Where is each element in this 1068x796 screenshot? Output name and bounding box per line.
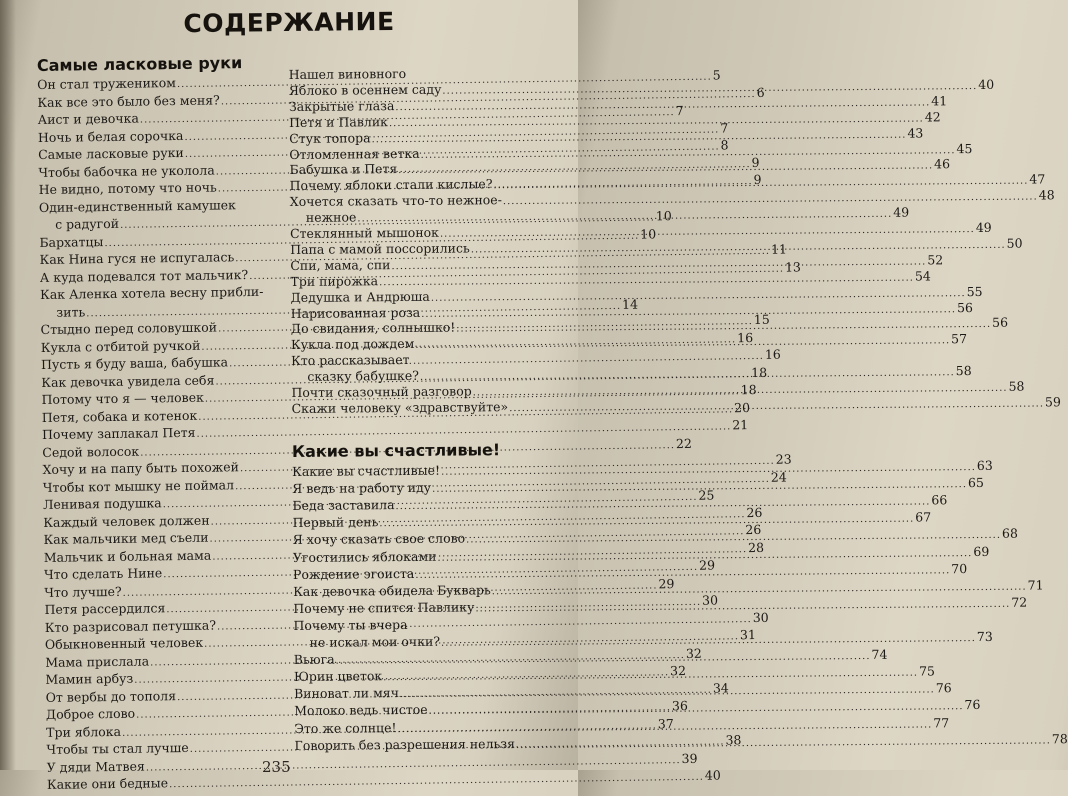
- entry-page-number: 26: [746, 503, 762, 521]
- entry-title: Мамин арбуз: [45, 670, 133, 689]
- entry-title: Нашел виновного: [289, 65, 407, 84]
- entry-page-number: 42: [925, 108, 941, 126]
- entry-page-number: 36: [672, 697, 688, 715]
- entry-title: Какие вы счастливые!: [292, 462, 440, 481]
- entry-page-number: 67: [915, 509, 931, 527]
- entry-title: Почему не спится Павлику: [293, 598, 474, 618]
- toc-right-column: [288, 0, 527, 770]
- entry-page-number: 59: [1045, 393, 1061, 411]
- entry-title: с радугой: [39, 215, 119, 234]
- entry-title: Хочу и на папу быть похожей: [42, 458, 239, 479]
- entry-page-number: 50: [1007, 234, 1023, 252]
- dot-leader: [237, 208, 282, 209]
- entry-page-number: 37: [658, 715, 674, 733]
- entry-title: Почти сказочный разговор: [291, 382, 471, 402]
- entry-title: Петя, собака и котенок: [42, 406, 198, 426]
- entry-page-number: 18: [751, 363, 767, 381]
- entry-title: сказку бабушке?: [291, 367, 419, 386]
- entry-title: Скажи человеку «здравствуйте»: [291, 398, 508, 418]
- entry-page-number: 49: [893, 204, 909, 222]
- entry-page-number: 76: [936, 680, 952, 698]
- entry-title: Бабушка и Петя: [289, 160, 397, 179]
- entry-title: А куда подевался тот мальчик?: [40, 266, 249, 287]
- entry-page-number: 25: [698, 487, 714, 505]
- entry-page-number: 18: [741, 381, 757, 399]
- entry-title: Какие они бедные: [47, 774, 168, 794]
- entry-page-number: 14: [622, 295, 638, 313]
- dot-leader: [409, 628, 525, 629]
- entry-title: Мама прислала: [45, 652, 149, 671]
- entry-page-number: 56: [992, 314, 1008, 332]
- dot-leader: [475, 596, 1010, 619]
- entry-page-number: 49: [976, 219, 992, 237]
- entry-title: Первый день: [292, 514, 378, 533]
- entry-page-number: 57: [951, 330, 967, 348]
- entry-title: Папа с мамой поссорились: [290, 239, 470, 259]
- entry-page-number: 40: [705, 767, 721, 785]
- entry-title: Как все это было без меня?: [37, 91, 220, 112]
- entry-page-number: 10: [656, 207, 672, 225]
- entry-page-number: 13: [785, 258, 801, 276]
- dot-leader: [516, 732, 1051, 755]
- entry-page-number: 66: [931, 491, 947, 509]
- entry-page-number: 63: [977, 457, 993, 475]
- entry-title: Спи, мама, спи: [290, 256, 390, 275]
- entry-page-number: 34: [713, 679, 729, 697]
- entry-page-number: 56: [957, 299, 973, 317]
- entry-title: зить: [40, 303, 85, 322]
- entry-page-number: 55: [967, 283, 983, 301]
- entry-page-number: 8: [721, 136, 729, 154]
- entry-title: У дяди Матвея: [47, 757, 145, 776]
- entry-page-number: 11: [771, 241, 787, 259]
- entry-title: Как Нина гуся не испугалась: [40, 248, 235, 269]
- page-number: 235: [262, 758, 291, 776]
- entry-title: Я ведь на работу иду: [292, 479, 431, 498]
- entry-page-number: 5: [713, 66, 721, 84]
- right-toc-entry: [291, 398, 523, 418]
- entry-title: Что лучше?: [44, 582, 122, 601]
- entry-title: Ночь и белая сорочка: [38, 126, 184, 146]
- entry-title: Один-единственный камушек: [39, 196, 236, 217]
- entry-page-number: 15: [754, 311, 770, 329]
- entry-title: Отломленная ветка: [289, 144, 419, 163]
- entry-title: До свидания, солнышко!: [291, 319, 456, 338]
- entry-title: Кто рассказывает: [291, 351, 410, 370]
- entry-title: Стеклянный мышонок: [290, 224, 439, 243]
- entry-title: Почему яблоки стали кислые?: [290, 176, 493, 196]
- entry-page-number: 21: [732, 416, 748, 434]
- entry-title: Это же солнце!: [294, 719, 396, 738]
- entry-page-number: 48: [1039, 187, 1055, 205]
- entry-title: Хочется сказать что-то нежное-: [290, 191, 502, 211]
- entry-page-number: 69: [973, 542, 989, 560]
- entry-page-number: 16: [765, 346, 781, 364]
- entry-title: Молоко ведь чистое: [294, 701, 428, 720]
- entry-title: От вербы до тополя: [46, 687, 177, 707]
- entry-page-number: 30: [702, 592, 718, 610]
- entry-title: Вьюга: [294, 651, 335, 669]
- entry-title: Как Аленка хотела весну прибли-: [40, 283, 264, 304]
- entry-title: Три яблока: [46, 722, 121, 741]
- entry-page-number: 29: [699, 557, 715, 575]
- entry-page-number: 58: [956, 362, 972, 380]
- entry-page-number: 23: [776, 450, 792, 468]
- entry-title: Дедушка и Андрюша: [291, 287, 430, 306]
- entry-title: Не видно, потому что ночь: [39, 178, 217, 198]
- entry-page-number: 20: [734, 399, 750, 417]
- entry-page-number: 74: [871, 646, 887, 664]
- entry-title: Седой волосок: [42, 442, 139, 461]
- entry-title: Стук топора: [289, 129, 371, 148]
- entry-page-number: 58: [1008, 378, 1024, 396]
- entry-page-number: 52: [927, 251, 943, 269]
- entry-page-number: 71: [1028, 576, 1044, 594]
- entry-page-number: 39: [681, 749, 697, 767]
- right-toc-entry: [294, 735, 526, 755]
- entry-title: Закрытые глаза: [289, 97, 395, 116]
- entry-title: Почему ты вчера: [293, 616, 407, 635]
- entry-page-number: 31: [740, 626, 756, 644]
- entry-page-number: 29: [658, 575, 674, 593]
- entry-page-number: 76: [964, 696, 980, 714]
- entry-title: Как мальчики мед съели: [43, 529, 208, 549]
- entry-page-number: 68: [1002, 525, 1018, 543]
- entry-page-number: 47: [1029, 171, 1045, 189]
- entry-page-number: 9: [751, 153, 759, 171]
- entry-title: Потому что я — человек: [41, 389, 204, 409]
- entry-title: Ленивая подушка: [43, 494, 162, 514]
- entry-title: Как девочка обидела Букварь: [293, 581, 491, 601]
- entry-page-number: 7: [720, 119, 728, 137]
- entry-title: Стыдно перед соловушкой: [40, 319, 217, 339]
- entry-page-number: 41: [931, 92, 947, 110]
- entry-title: Яблоко в осеннем саду: [289, 81, 442, 100]
- section-title-left: Самые ласковые руки: [37, 53, 243, 75]
- entry-title: Чтобы ты стал лучше: [46, 739, 188, 759]
- toc-left-column: [36, 0, 291, 770]
- entry-title: Три пирожка: [290, 272, 378, 291]
- dot-leader: [407, 77, 520, 78]
- entry-page-number: 6: [757, 83, 765, 101]
- entry-title: Юрин цветок: [294, 667, 382, 686]
- entry-page-number: 75: [919, 663, 935, 681]
- entry-page-number: 54: [915, 267, 931, 285]
- entry-page-number: 7: [676, 102, 684, 120]
- entry-page-number: 65: [968, 474, 984, 492]
- entry-title: Каждый человек должен: [43, 511, 210, 531]
- entry-title: Кто разрисовал петушка?: [45, 616, 216, 636]
- entry-title: Бархатцы: [39, 233, 103, 252]
- entry-page-number: 77: [933, 714, 949, 732]
- entry-page-number: 24: [771, 468, 787, 486]
- entry-title: Петя рассердился: [44, 599, 165, 619]
- entry-title: Почему заплакал Петя: [42, 424, 196, 444]
- entry-title: Говорить без разрешения нельзя: [294, 735, 515, 755]
- entry-page-number: 73: [977, 628, 993, 646]
- entry-title: Виноват ли мяч: [294, 684, 399, 703]
- entry-page-number: 16: [737, 329, 753, 347]
- entry-page-number: 43: [907, 124, 923, 142]
- entry-page-number: 32: [686, 644, 702, 662]
- entry-page-number: 26: [745, 521, 761, 539]
- entry-title: Аист и девочка: [38, 110, 139, 129]
- entry-title: Самые ласковые руки: [38, 144, 184, 164]
- dot-leader: [509, 395, 1044, 418]
- entry-page-number: 30: [753, 608, 769, 626]
- entry-page-number: 46: [934, 156, 950, 174]
- dot-leader: [411, 363, 523, 364]
- entry-title: нежное: [290, 209, 357, 228]
- entry-title: Беда заставила: [292, 496, 394, 515]
- entry-title: Доброе слово: [46, 705, 135, 724]
- left-toc-entry: [47, 773, 291, 794]
- entry-page-number: 38: [725, 731, 741, 749]
- entry-title: Обыкновенный человек: [45, 634, 203, 654]
- section-title-right: Какие вы счастливые!: [292, 440, 500, 461]
- entry-page-number: 45: [956, 140, 972, 158]
- page-shadow: [0, 0, 16, 770]
- entry-title: Угостились яблоками: [293, 547, 437, 566]
- entry-title: Что сделать Нине: [44, 564, 162, 584]
- entry-page-number: 32: [670, 662, 686, 680]
- entry-title: Кукла с отбитой ручкой: [41, 336, 201, 356]
- entry-page-number: 9: [753, 171, 761, 189]
- dot-leader: [169, 769, 704, 794]
- entry-page-number: 10: [640, 225, 656, 243]
- entry-title: Мальчик и больная мама: [44, 546, 212, 566]
- entry-title: Пусть я буду ваша, бабушка: [41, 353, 228, 374]
- entry-title: Кукла под дождем: [291, 335, 414, 354]
- page-title: СОДЕРЖАНИЕ: [0, 5, 578, 40]
- entry-title: Нарисованная роза: [291, 303, 421, 322]
- entry-page-number: 22: [676, 434, 692, 452]
- entry-page-number: 78: [1052, 730, 1068, 748]
- entry-title: Чтобы кот мышку не поймал: [43, 476, 234, 497]
- entry-title: Рождение эгоиста: [293, 565, 414, 584]
- entry-title: Как девочка увидела себя: [41, 371, 214, 391]
- entry-page-number: 70: [951, 560, 967, 578]
- entry-page-number: 28: [748, 538, 764, 556]
- entry-page-number: 40: [978, 76, 994, 94]
- entry-title: Я хочу сказать свое слово: [293, 530, 466, 550]
- entry-title: Чтобы бабочка не уколола: [38, 161, 215, 181]
- entry-title: Петя и Павлик: [289, 113, 388, 132]
- entry-title: не искал мои очки?: [294, 633, 441, 652]
- entry-page-number: 72: [1011, 593, 1027, 611]
- entry-title: Он стал тружеником: [37, 74, 176, 94]
